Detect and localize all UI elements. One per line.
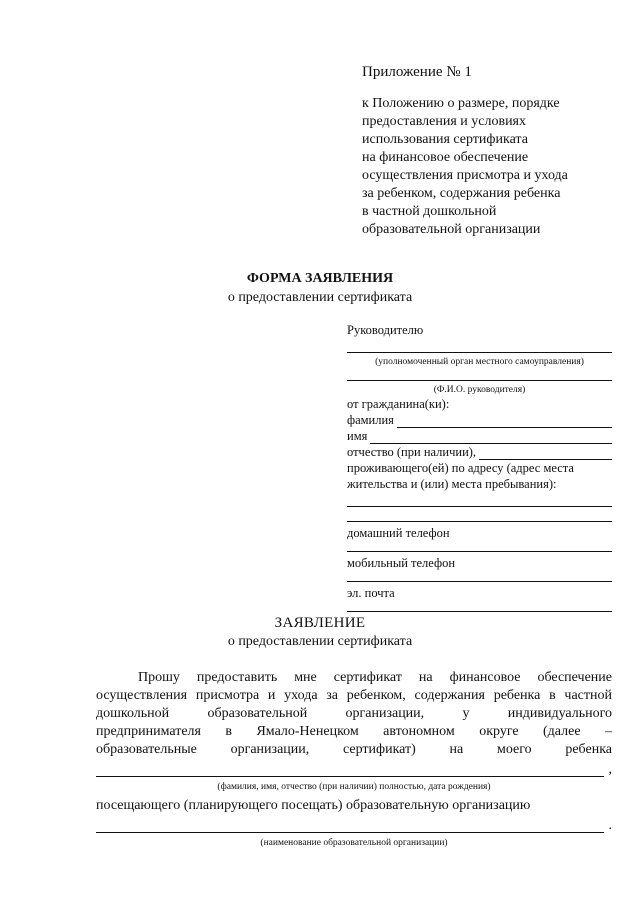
organization-caption: (наименование образовательной организации) xyxy=(260,838,448,848)
statement-subtitle: о предоставлении сертификата xyxy=(227,634,413,649)
surname-field[interactable] xyxy=(347,412,612,428)
address-label-1: проживающего(ей) по адресу (адрес места xyxy=(347,461,574,475)
addressee-block xyxy=(347,322,612,612)
form-subtitle: о предоставлении сертификата xyxy=(227,290,413,305)
regulation-line: предоставления и условиях xyxy=(362,114,526,129)
address-line-1[interactable] xyxy=(347,506,612,507)
organization-field[interactable] xyxy=(96,815,612,837)
surname-label: фамилия xyxy=(347,413,394,427)
statement-line: образовательные организации, сертификат) на моего ребенка xyxy=(96,742,612,757)
appendix-number: Приложение № 1 xyxy=(362,64,472,80)
child-info-field[interactable] xyxy=(96,759,612,781)
statement-body xyxy=(96,669,612,849)
regulation-line: осуществления присмотра и ухода xyxy=(362,168,568,183)
statement-line: Прошу предоставить мне сертификат на финансовое обеспечение xyxy=(138,670,612,685)
attending-line: посещающего (планирующего посещать) образовательную организацию xyxy=(96,798,531,813)
home-phone-line[interactable] xyxy=(347,551,612,552)
regulation-reference xyxy=(362,95,622,239)
home-phone-label: домашний телефон xyxy=(347,526,450,540)
regulation-line: за ребенком, содержания ребенка xyxy=(362,186,561,201)
email-label: эл. почта xyxy=(347,586,395,600)
mobile-phone-line[interactable] xyxy=(347,581,612,582)
statement-title: ЗАЯВЛЕНИЕ xyxy=(274,615,366,631)
surname-line[interactable] xyxy=(397,415,612,428)
from-label: от гражданина(ки): xyxy=(347,397,450,411)
regulation-line: на финансовое обеспечение xyxy=(362,150,529,165)
statement-line: предпринимателя в Ямало-Ненецком автономном округе (далее – xyxy=(96,724,612,739)
address-label-2: жительства и (или) места пребывания): xyxy=(347,477,557,491)
regulation-line: использования сертификата xyxy=(362,132,528,147)
child-info-line[interactable] xyxy=(96,776,604,777)
child-info-punct: , xyxy=(608,762,612,777)
patronymic-line[interactable] xyxy=(479,447,612,460)
to-label: Руководителю xyxy=(347,323,424,337)
regulation-line: к Положению о размере, порядке xyxy=(362,96,560,111)
mobile-phone-label: мобильный телефон xyxy=(347,556,456,570)
statement-line: осуществления присмотра и ухода за ребенком, содержания ребенка в частной xyxy=(96,688,612,703)
address-line-2[interactable] xyxy=(347,521,612,522)
name-line[interactable] xyxy=(370,431,612,444)
head-name-caption: (Ф.И.О. руководителя) xyxy=(433,385,526,395)
name-field[interactable] xyxy=(347,428,612,444)
email-line[interactable] xyxy=(347,611,612,612)
organization-line[interactable] xyxy=(96,832,604,833)
authority-line[interactable] xyxy=(347,352,612,353)
head-name-line[interactable] xyxy=(347,380,612,381)
child-info-caption: (фамилия, имя, отчество (при наличии) полностью, дата рождения) xyxy=(217,782,491,792)
name-label: имя xyxy=(347,429,368,443)
patronymic-label: отчество (при наличии), xyxy=(347,445,477,459)
patronymic-field[interactable] xyxy=(347,444,612,460)
form-title: ФОРМА ЗАЯВЛЕНИЯ xyxy=(246,271,394,286)
statement-line: дошкольной образовательной организации, у индивидуального xyxy=(96,706,612,721)
regulation-line: образовательной организации xyxy=(362,222,541,237)
organization-punct: . xyxy=(608,818,612,833)
regulation-line: в частной дошкольной xyxy=(362,204,497,219)
authority-caption: (уполномоченный орган местного самоуправления) xyxy=(375,357,584,367)
